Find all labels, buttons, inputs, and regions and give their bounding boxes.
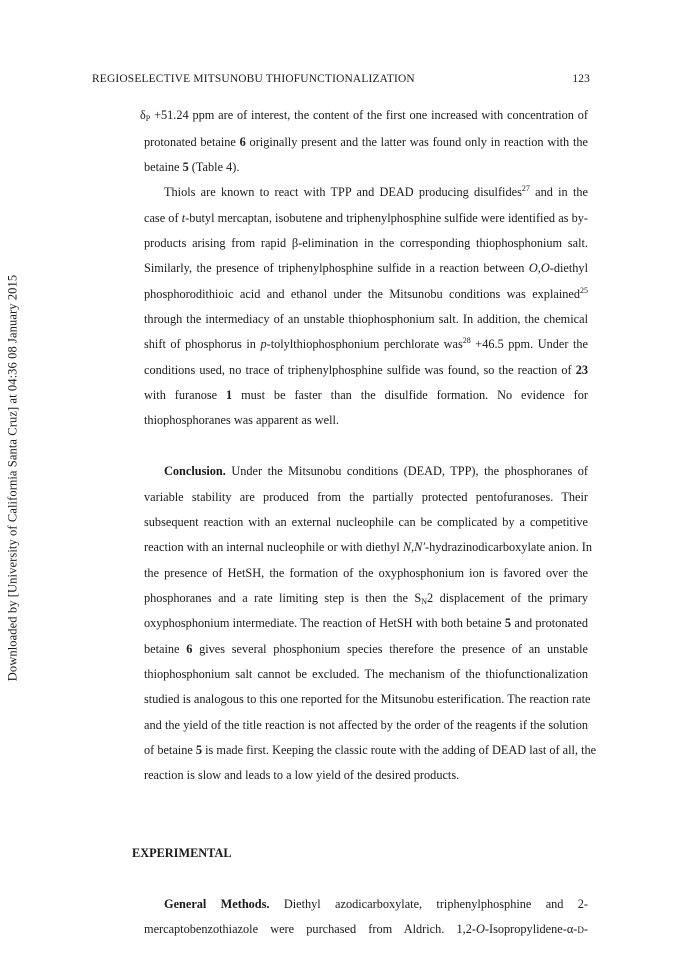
text-line: the presence of HetSH, the formation of the oxyphosphonium ion is favored over the xyxy=(144,566,588,580)
methods-label: General Methods. xyxy=(164,897,270,911)
text-line: reaction is slow and leads to a low yield of the desired products. xyxy=(144,768,460,782)
text-line: variable stability are produced from the partially protected pentofuranoses. Their xyxy=(144,490,588,504)
text-line: conditions used, no trace of triphenylphosphine sulfide was found, so the reaction of 23 xyxy=(144,363,588,377)
conclusion-label: Conclusion. xyxy=(164,464,226,478)
methods-first-line xyxy=(144,897,588,912)
text-line: mercaptobenzothiazole were purchased from Aldrich. 1,2-O-Isopropylidene-α-d- xyxy=(144,922,588,936)
page-number: 123 xyxy=(572,73,590,85)
text-line: with furanose 1 must be faster than the disulfide formation. No evidence for xyxy=(144,388,588,402)
text-line: thiophosphonium salt cannot be excluded. The mechanism of the thiofunctionalization xyxy=(144,667,588,681)
text-line: thiophosphoranes was apparent as well. xyxy=(144,413,339,427)
conclusion-first-line xyxy=(144,464,588,479)
download-watermark xyxy=(2,258,24,698)
text-line: of betaine 5 is made first. Keeping the classic route with the adding of DEAD last of all, the xyxy=(144,743,597,757)
download-notice: Downloaded by [University of California Santa Cruz] at 04:36 08 January 2015 xyxy=(5,274,20,682)
text-line: betaine 6 gives several phosphonium species therefore the presence of an unstable xyxy=(144,642,588,656)
text-line: case of t-butyl mercaptan, isobutene and triphenylphosphine sulfide were identified as by- xyxy=(144,211,588,225)
text-line: Thiols are known to react with TPP and DEAD producing disulfides$^{27}$ and in the xyxy=(164,184,588,199)
text-line: oxyphosphonium intermediate. The reaction of HetSH with both betaine 5 and protonated xyxy=(144,616,588,630)
text-line: studied is analogous to this one reported for the Mitsunobu esterification. The reaction rate xyxy=(144,692,591,706)
text-line: phosphoranes and a rate limiting step is then the $S_N2$ displacement of the primary xyxy=(144,591,589,606)
text-line: subsequent reaction with an external nucleophile can be complicated by a competitive xyxy=(144,515,588,529)
section-heading-experimental: EXPERIMENTAL xyxy=(132,846,232,860)
running-title: REGIOSELECTIVE MITSUNOBU THIOFUNCTIONALIZATION xyxy=(92,73,415,85)
text-line: phosphorodithioic acid and ethanol under the Mitsunobu conditions was explained$^{25}$ xyxy=(144,286,588,301)
text-line: Under the Mitsunobu conditions (DEAD, TPP), the phosphoranes of xyxy=(231,464,588,478)
text-line: $\delta_P +51.24$ ppm are of interest, the content of the first one increased with concentration of xyxy=(140,108,588,123)
text-line: Similarly, the presence of triphenylphosphine sulfide in a reaction between O,O-diethyl xyxy=(144,261,588,275)
text-line: reaction with an internal nucleophile or with diethyl N,N′-hydrazinodicarboxylate anion. In xyxy=(144,540,592,554)
text-line: shift of phosphorus in p-tolylthiophosphonium perchlorate was$^{28}$ +46.5 ppm. Under the xyxy=(144,336,588,351)
text-line: Diethyl azodicarboxylate, triphenylphosphine and 2- xyxy=(283,897,589,911)
text-line: protonated betaine 6 originally present and the latter was found only in reaction with the xyxy=(144,135,588,149)
text-line: products arising from rapid β-elimination in the corresponding thiophosphonium salt. xyxy=(144,236,588,250)
text-line: through the intermediacy of an unstable thiophosphonium salt. In addition, the chemical xyxy=(144,312,588,326)
text-line: and the yield of the title reaction is not affected by the order of the reagents if the solution xyxy=(144,718,588,732)
text-line: betaine 5 (Table 4). xyxy=(144,160,240,174)
